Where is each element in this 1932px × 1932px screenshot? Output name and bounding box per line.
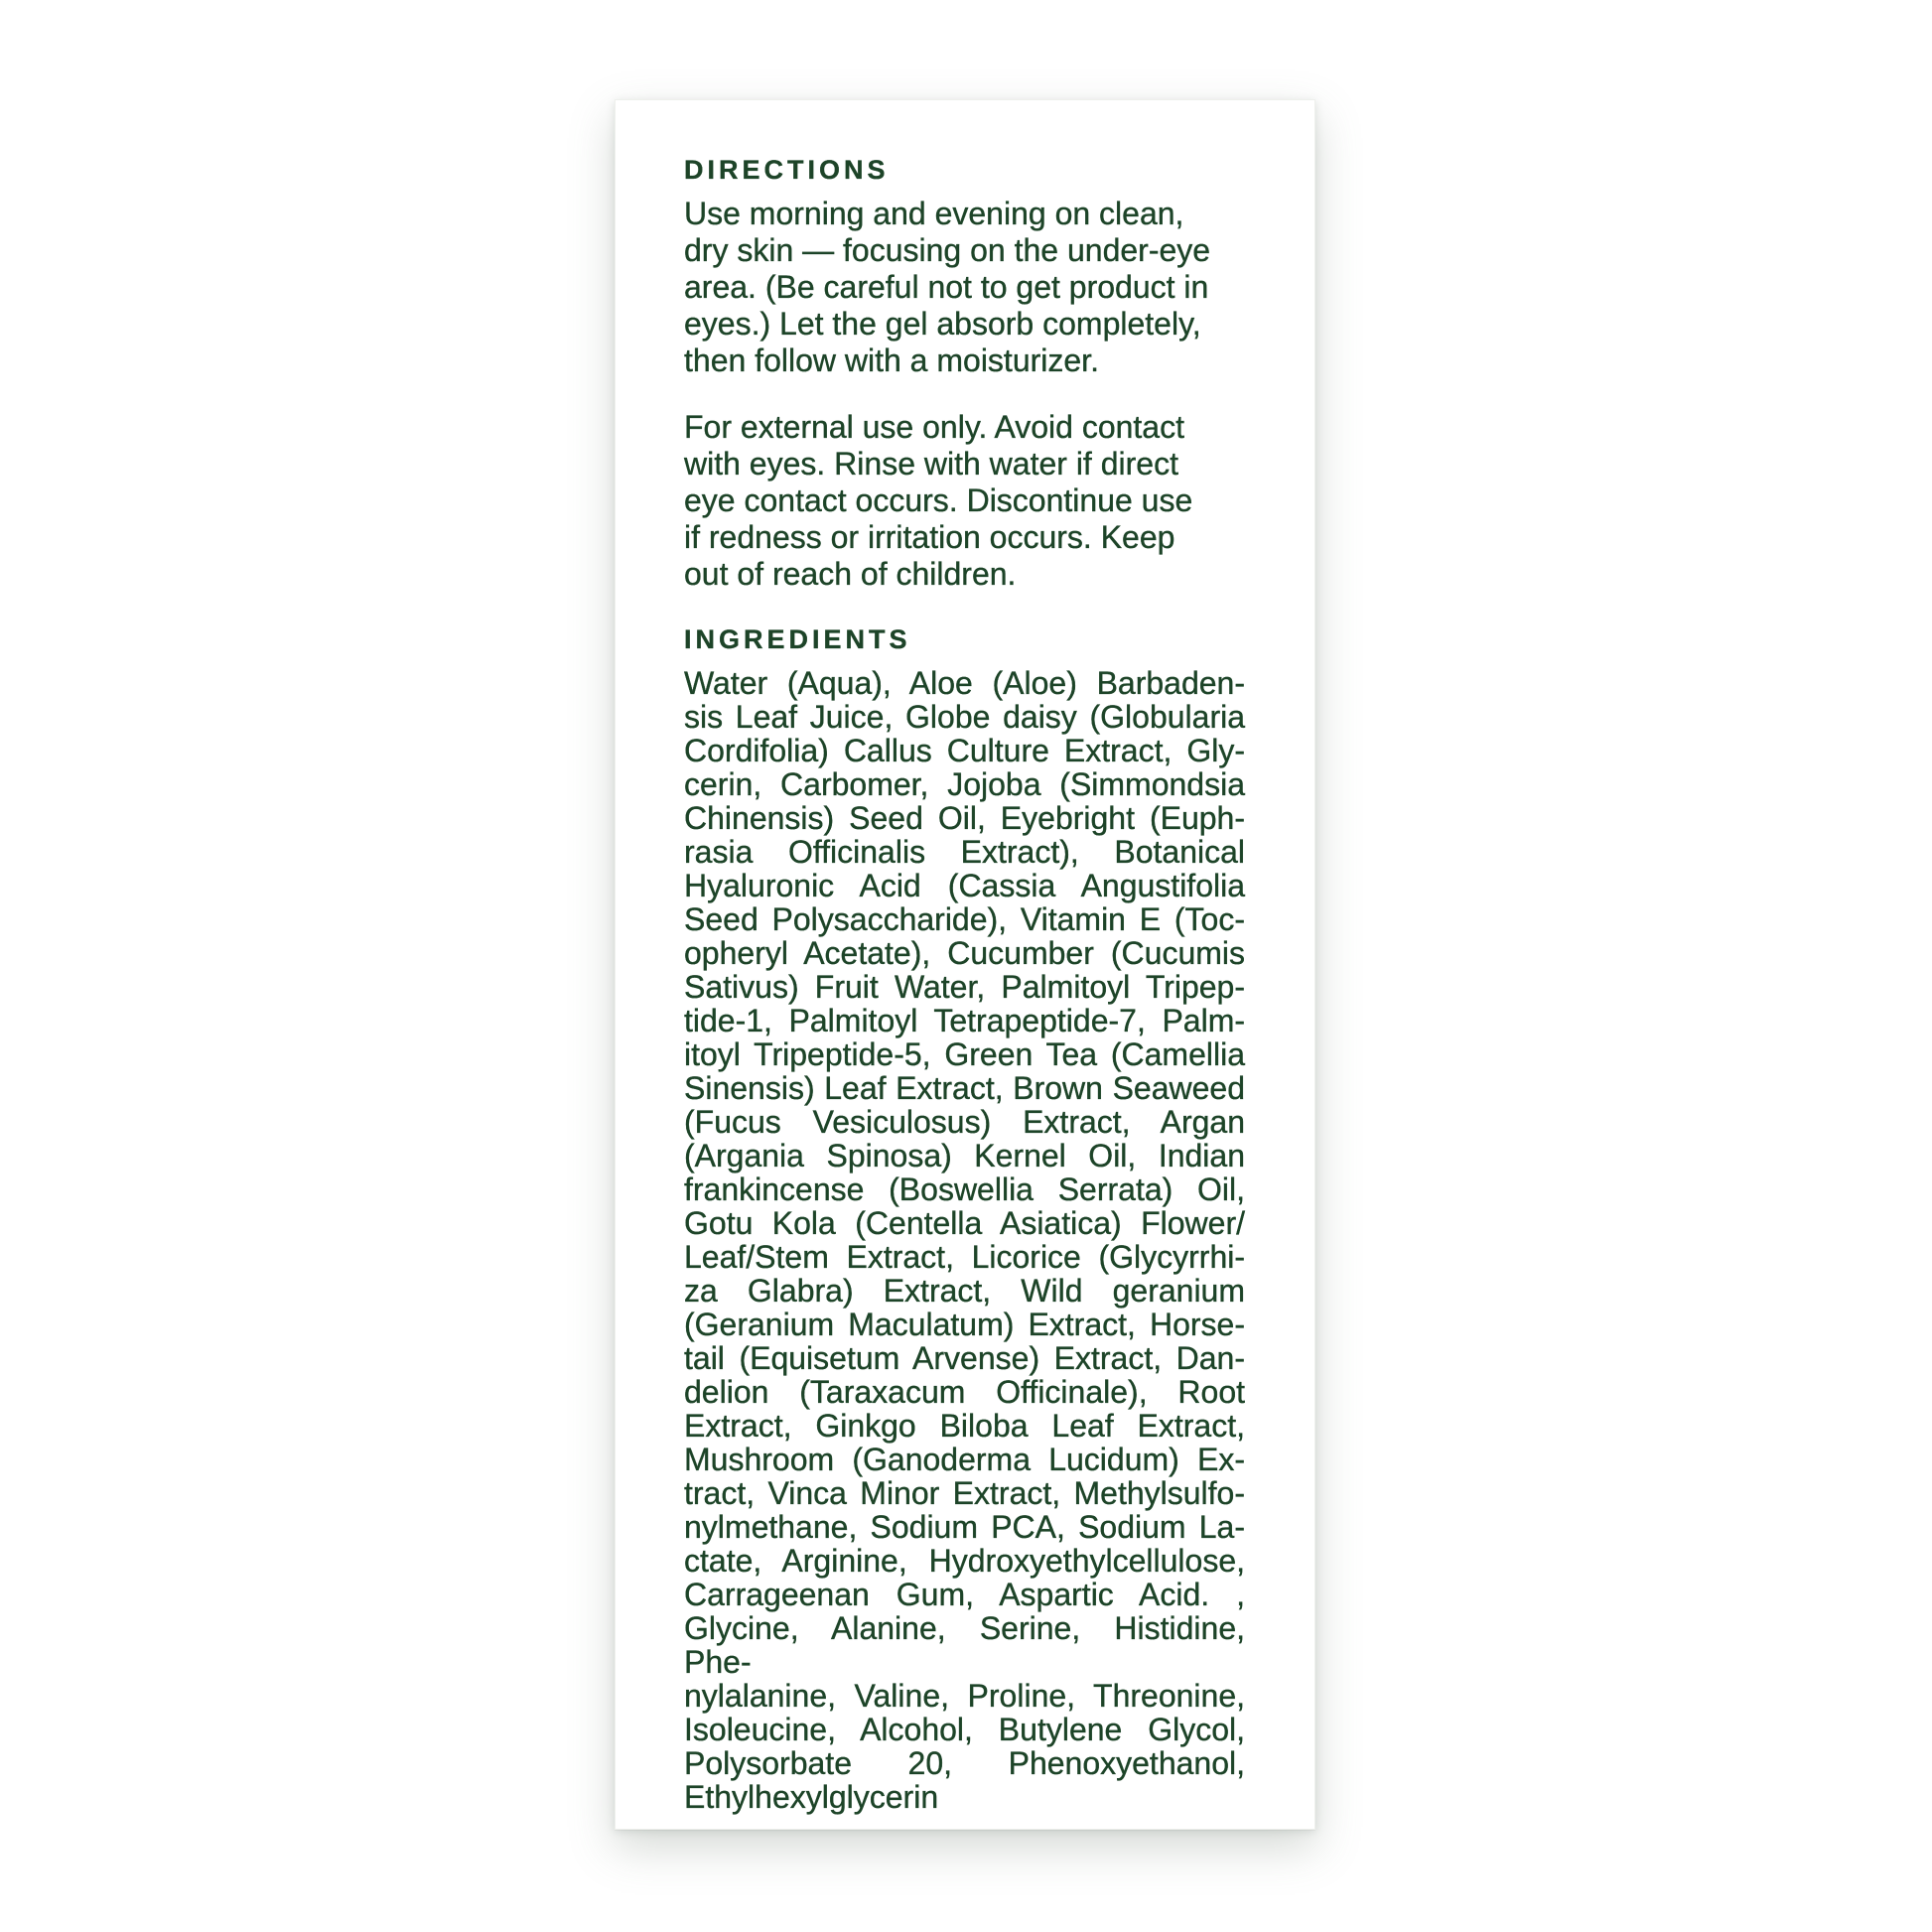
text-line: rasia Officinalis Extract), Botanical <box>684 834 1245 870</box>
text-line: dry skin — focusing on the under-eye <box>684 232 1211 268</box>
directions-paragraph-1 <box>684 196 1245 379</box>
text-line: nylmethane, Sodium PCA, Sodium La- <box>684 1509 1245 1545</box>
text-line: Leaf/Stem Extract, Licorice (Glycyrrhi- <box>684 1239 1245 1275</box>
text-line: eye contact occurs. Discontinue use <box>684 483 1193 518</box>
text-line: cerin, Carbomer, Jojoba (Simmondsia <box>684 766 1245 802</box>
ingredients-heading: INGREDIENTS <box>684 624 911 654</box>
text-line: Polysorbate 20, Phenoxyethanol, <box>684 1745 1245 1781</box>
label-back-panel <box>615 99 1315 1830</box>
text-line: eyes.) Let the gel absorb completely, <box>684 306 1201 342</box>
text-line: Ethylhexylglycerin <box>684 1779 939 1815</box>
text-line: Extract, Ginkgo Biloba Leaf Extract, <box>684 1408 1245 1444</box>
text-line: Gotu Kola (Centella Asiatica) Flower/ <box>684 1205 1245 1241</box>
text-line: opheryl Acetate), Cucumber (Cucumis <box>684 935 1245 971</box>
text-line: For external use only. Avoid contact <box>684 409 1184 445</box>
text-line: (Argania Spinosa) Kernel Oil, Indian <box>684 1138 1245 1173</box>
text-line: delion (Taraxacum Officinale), Root <box>684 1374 1245 1410</box>
text-line: Sativus) Fruit Water, Palmitoyl Tripep- <box>684 969 1245 1005</box>
ingredients-list <box>684 666 1245 1814</box>
directions-paragraph-2 <box>684 409 1245 593</box>
text-line: tide-1, Palmitoyl Tetrapeptide-7, Palm- <box>684 1003 1245 1038</box>
text-line: area. (Be careful not to get product in <box>684 269 1209 305</box>
text-line: Isoleucine, Alcohol, Butylene Glycol, <box>684 1712 1245 1747</box>
text-line: Mushroom (Ganoderma Lucidum) Ex- <box>684 1442 1245 1477</box>
text-line: Use morning and evening on clean, <box>684 196 1184 231</box>
text-line: Cordifolia) Callus Culture Extract, Gly- <box>684 733 1245 768</box>
text-line: Sinensis) Leaf Extract, Brown Seaweed <box>684 1070 1245 1106</box>
text-line: then follow with a moisturizer. <box>684 343 1099 378</box>
text-line: Carrageenan Gum, Aspartic Acid. , <box>684 1577 1245 1612</box>
text-line: Hyaluronic Acid (Cassia Angustifolia <box>684 868 1245 903</box>
text-line: Glycine, Alanine, Serine, Histidine, Phe- <box>684 1610 1245 1680</box>
text-line: out of reach of children. <box>684 556 1017 592</box>
text-line: itoyl Tripeptide-5, Green Tea (Camellia <box>684 1036 1245 1072</box>
text-line: (Geranium Maculatum) Extract, Horse- <box>684 1307 1245 1342</box>
text-line: frankincense (Boswellia Serrata) Oil, <box>684 1172 1245 1207</box>
text-line: tail (Equisetum Arvense) Extract, Dan- <box>684 1340 1245 1376</box>
directions-heading: DIRECTIONS <box>684 155 890 185</box>
text-line: Seed Polysaccharide), Vitamin E (Toc- <box>684 901 1245 937</box>
text-line: nylalanine, Valine, Proline, Threonine, <box>684 1678 1245 1714</box>
text-line: if redness or irritation occurs. Keep <box>684 519 1175 555</box>
text-line: with eyes. Rinse with water if direct <box>684 446 1178 482</box>
text-line: (Fucus Vesiculosus) Extract, Argan <box>684 1104 1245 1140</box>
text-line: Water (Aqua), Aloe (Aloe) Barbaden- <box>684 665 1245 701</box>
text-line: sis Leaf Juice, Globe daisy (Globularia <box>684 699 1245 735</box>
text-line: ctate, Arginine, Hydroxyethylcellulose, <box>684 1543 1245 1579</box>
text-line: tract, Vinca Minor Extract, Methylsulfo- <box>684 1475 1245 1511</box>
text-line: Chinensis) Seed Oil, Eyebright (Euph- <box>684 800 1245 836</box>
text-line: za Glabra) Extract, Wild geranium <box>684 1273 1245 1309</box>
